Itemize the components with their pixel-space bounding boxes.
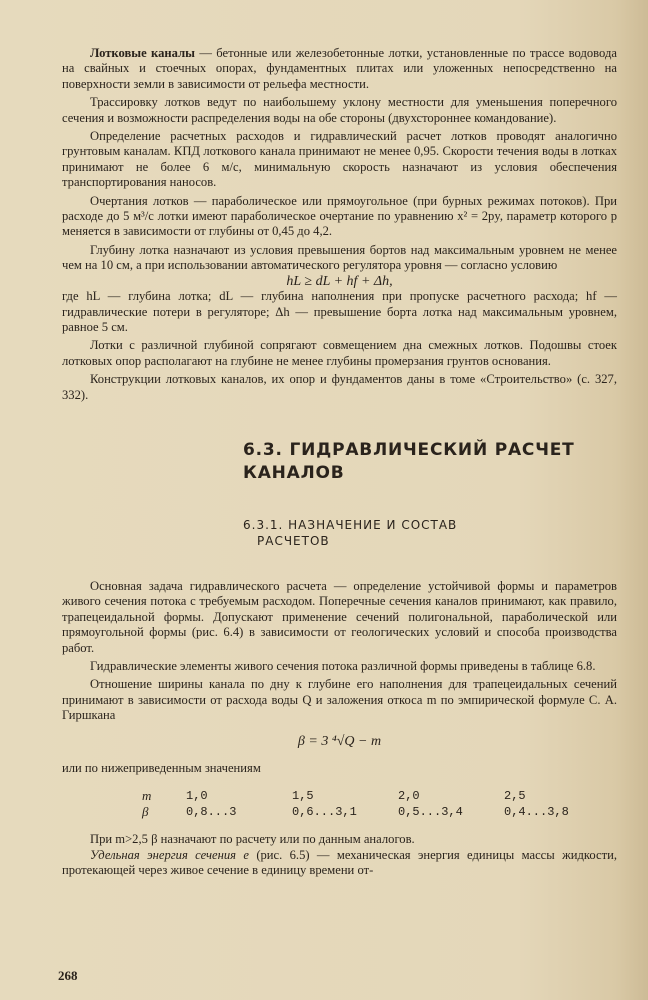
m-value: 1,0 [186,789,208,804]
section-heading [243,439,617,485]
paragraph-ochertaniya: Очертания лотков — параболическое или прямоугольное (при бурных режимах потоков). При расходе до 5 м³/с лотки имеют параболическое очертание по уравнению x² = 2py, параметр которого p меняется в зависимости от глубины от 0,45 до 4,2. [62,193,617,239]
subsection-heading-line1: 6.3.1. НАЗНАЧЕНИЕ И СОСТАВ [243,517,458,532]
paragraph-text: (рис. 6.5) — механическая энергия единицы массы жидкости, протекающей через живое сечение в единицу времени от- [62,847,617,878]
term-lotkovye-kanaly: Лотковые каналы [90,46,195,60]
m-label: m [142,788,152,804]
paragraph-sopryazhenie: Лотки с различной глубиной сопрягают совмещением дна смежных лотков. Подошвы стоек лотковых опор располагают на глубине не менее глубины промерзания грунтов основания. [62,338,617,368]
paragraph-otnoshenie-shiriny: Отношение ширины канала по дну к глубине его наполнения для трапецеидальных сечений принимают в зависимости от расхода воды Q и заложения откоса m по эмпирической формуле С. А. Гиршкана [62,677,617,723]
formula-depth-condition: hL ≥ dL + hf + Δh, [286,273,393,289]
page-number: 268 [58,968,78,983]
table-row [142,788,610,804]
paragraph-znacheniya: или по нижеприведенным значениям [62,761,261,775]
paragraph-konstruktsii: Конструкции лотковых каналов, их опор и фундаментов даны в томе «Строительство» (с. 327, 332). [62,372,617,402]
beta-value: 0,8...3 [186,805,237,820]
table-row [142,804,610,820]
paragraph-pri-m: При m>2,5 β назначают по расчету или по данным аналогов. [90,832,415,847]
paragraph-raschetnye-raskhody: Определение расчетных расходов и гидравлический расчет лотков проводят аналогично грунтовым каналам. КПД лоткового канала принимают не менее 0,95. Скорости течения воды в лотках принимают не более 6 м/с, минимальную скорость назначают из условия обеспечения транспортирования наносов. [62,129,617,190]
paragraph-text: — бетонные или железобетонные лотки, установленные по трассе водовода на свайных и стоечных опорах, фундаментных плитах или уложенных непосредственно на поверхности земли в зависимости от рельефа местности. [62,46,617,91]
paragraph-gidravlicheskie-elementy: Гидравлические элементы живого сечения потока различной формы приведены в таблице 6.8. [90,658,596,673]
m-value: 2,5 [504,789,526,804]
paragraph-glubina-lotka: Глубину лотка назначают из условия превышения бортов над максимальным уровнем не менее чем на 10 см, а при использовании автоматического регулятора уровня — согласно условию [62,242,617,273]
m-value: 2,0 [398,789,420,804]
section-heading-line1: 6.3. ГИДРАВЛИЧЕСКИЙ РАСЧЕТ [243,439,575,460]
text-column [62,46,617,879]
paragraph-osnovnaya-zadacha: Основная задача гидравлического расчета — определение устойчивой формы и параметров живого сечения потока с требуемым расходом. Поперечные сечения каналов принимают, как правило, трапецеидальной формы. Допускают применение сечений полигональной, параболической или прямоугольной формы (рис. 6.4) в зависимости от геологических условий и способа производства работ. [62,578,617,655]
beta-value: 0,6...3,1 [292,805,357,820]
subsection-heading [243,517,617,549]
section-heading-line2: КАНАЛОВ [243,462,345,483]
paragraph-lotkovye-kanaly [62,46,617,92]
paragraph-trassirovka: Трассировку лотков ведут по наибольшему уклону местности для уменьшения поперечного сечения и возможности распределения воды на обе стороны (двухстороннее командование). [62,95,617,125]
m-value: 1,5 [292,789,314,804]
beta-value: 0,5...3,4 [398,805,463,820]
paragraph-definitions: где hL — глубина лотка; dL — глубина наполнения при пропуске расчетного расхода; hf — гидравлические потери в регуляторе; Δh — превышение борта лотка над максимальным уровнем, равное 5 см. [62,289,617,334]
formula-girshkan: β = 3 ⁴√Q − m [297,733,382,749]
values-table [142,788,610,820]
beta-value: 0,4...3,8 [504,805,569,820]
beta-label: β [142,804,149,820]
subsection-heading-line2: РАСЧЕТОВ [257,533,330,548]
paragraph-udelnaya-energiya [62,848,617,879]
term-udelnaya-energiya: Удельная энергия сечения e [90,847,249,862]
